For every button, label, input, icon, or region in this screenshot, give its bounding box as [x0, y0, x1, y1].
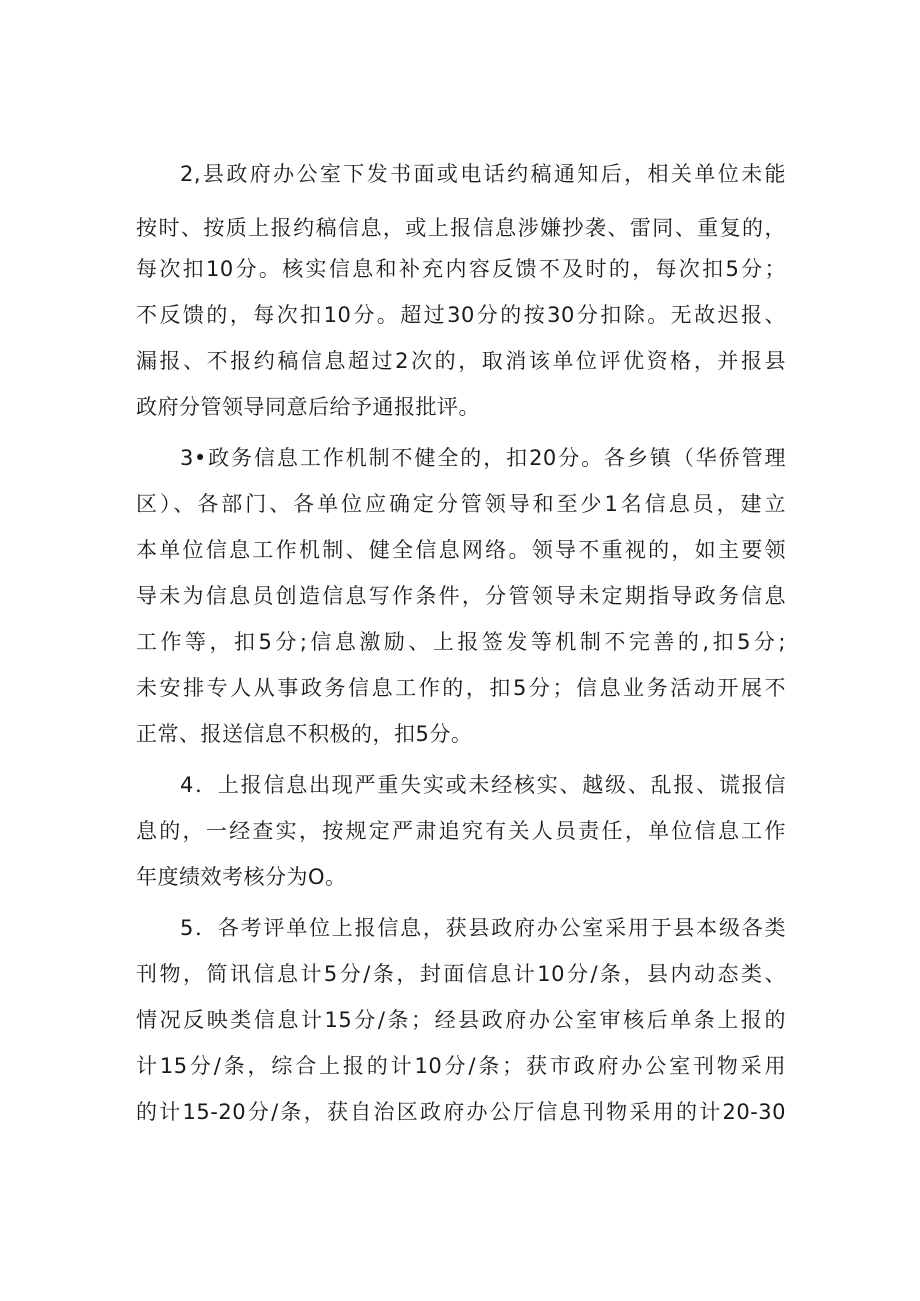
text-line: 未安排专人从事政务信息工作的，扣5分；信息业务活动开展不	[136, 676, 786, 700]
text-line: 政府分管领导同意后给予通报批评。	[136, 395, 480, 419]
text-line: 情况反映类信息计15分/条；经县政府办公室审核后单条上报的	[136, 1008, 786, 1032]
text-line: 年度绩效考核分为O。	[136, 865, 347, 889]
text-line: 4．上报信息出现严重失实或未经核实、越级、乱报、谎报信	[180, 773, 786, 797]
text-line: 刊物，简讯信息计5分/条，封面信息计10分/条，县内动态类、	[136, 962, 786, 986]
text-line: 漏报、不报约稿信息超过2次的，取消该单位评优资格，并报县	[136, 349, 786, 373]
text-line: 区）、各部门、各单位应确定分管领导和至少1名信息员，建立	[136, 492, 786, 516]
text-line: 的计15-20分/条，获自治区政府办公厅信息刊物采用的计20-30	[136, 1100, 786, 1124]
text-line: 2,县政府办公室下发书面或电话约稿通知后，相关单位未能	[180, 162, 786, 186]
text-line: 工作等，扣5分;信息激励、上报签发等机制不完善的,扣5分;	[136, 630, 786, 654]
text-line: 每次扣10分。核实信息和补充内容反馈不及时的，每次扣5分；	[136, 257, 786, 281]
text-line: 正常、报送信息不积极的，扣5分。	[136, 722, 473, 746]
text-line: 按时、按质上报约稿信息，或上报信息涉嫌抄袭、雷同、重复的，	[136, 216, 786, 240]
text-line: 息的，一经查实，按规定严肃追究有关人员责任，单位信息工作	[136, 819, 786, 843]
text-line: 本单位信息工作机制、健全信息网络。领导不重视的，如主要领	[136, 538, 786, 562]
text-line: 5．各考评单位上报信息，获县政府办公室采用于县本级各类	[180, 916, 786, 940]
text-line: 不反馈的，每次扣10分。超过30分的按30分扣除。无故迟报、	[136, 303, 786, 327]
text-line: 计15分/条，综合上报的计10分/条；获市政府办公室刊物采用	[136, 1054, 786, 1078]
text-line: 导未为信息员创造信息写作条件，分管领导未定期指导政务信息	[136, 584, 786, 608]
text-line: 3•政务信息工作机制不健全的，扣20分。各乡镇（华侨管理	[180, 446, 786, 470]
